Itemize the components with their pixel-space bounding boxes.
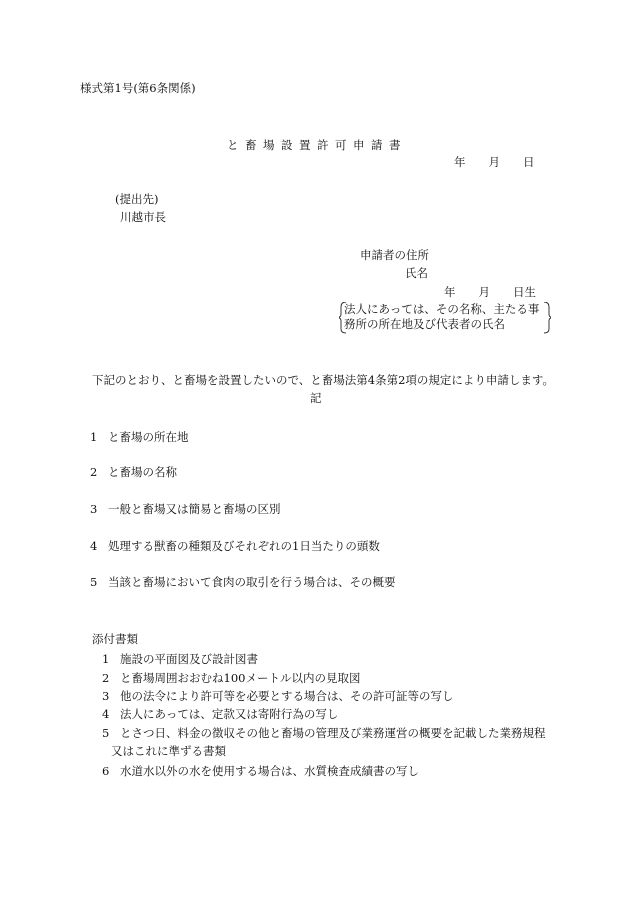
attachment-text: とさつ日、料金の徴収その他と畜場の管理及び業務運営の概要を記載した業務規程 <box>120 726 546 740</box>
attachment-number: 2 <box>102 671 110 685</box>
applicant-name-label: 氏名 <box>405 266 428 280</box>
attachment-text: 他の法令により許可等を必要とする場合は、その許可証等の写し <box>120 689 454 703</box>
applicant-address-label: 申請者の住所 <box>360 248 429 262</box>
attachment-text: 法人にあっては、定款又は寄附行為の写し <box>120 707 339 721</box>
attachment-number: 5 <box>102 726 110 740</box>
item-number: 3 <box>90 502 98 516</box>
recipient-name: 川越市長 <box>120 210 166 224</box>
document-title: と畜場設置許可申請書 <box>227 138 407 152</box>
item-text: と畜場の名称 <box>108 465 177 479</box>
submission-date: 年 月 日 <box>454 155 535 169</box>
attachment-text: 施設の平面図及び設計図書 <box>120 652 258 666</box>
attachment-number: 1 <box>102 652 110 666</box>
attachment-number: 6 <box>102 764 110 778</box>
recipient-label: (提出先) <box>115 192 159 206</box>
attachment-number: 4 <box>102 707 110 721</box>
item-text: 一般と畜場又は簡易と畜場の区別 <box>108 502 281 516</box>
corporate-note-line-2: 務所の所在地及び代表者の氏名 <box>344 317 505 331</box>
body-text: 下記のとおり、と畜場を設置したいので、と畜場法第4条第2項の規定により申請します。 <box>92 373 554 387</box>
item-number: 4 <box>90 539 98 553</box>
item-text: と畜場の所在地 <box>108 430 189 444</box>
attachment-text: と畜場周囲おおむね100メートル以内の見取図 <box>120 671 361 685</box>
corporate-note-line-1: 法人にあっては、その名称、主たる事 <box>344 302 540 316</box>
item-number: 1 <box>90 430 98 444</box>
ki-heading: 記 <box>310 391 322 405</box>
item-text: 当該と畜場において食肉の取引を行う場合は、その概要 <box>108 575 396 589</box>
form-number: 様式第1号(第6条関係) <box>80 81 196 95</box>
attachment-text: 水道水以外の水を使用する場合は、水質検査成績書の写し <box>120 764 419 778</box>
item-text: 処理する獣畜の種類及びそれぞれの1日当たりの頭数 <box>108 539 380 553</box>
attachment-text-continuation: 又はこれに準ずる書類 <box>111 744 226 758</box>
item-number: 2 <box>90 465 98 479</box>
item-number: 5 <box>90 575 98 589</box>
attachment-number: 3 <box>102 689 110 703</box>
attachments-heading: 添付書類 <box>92 632 138 646</box>
applicant-birth-label: 年 月 日生 <box>444 285 536 299</box>
